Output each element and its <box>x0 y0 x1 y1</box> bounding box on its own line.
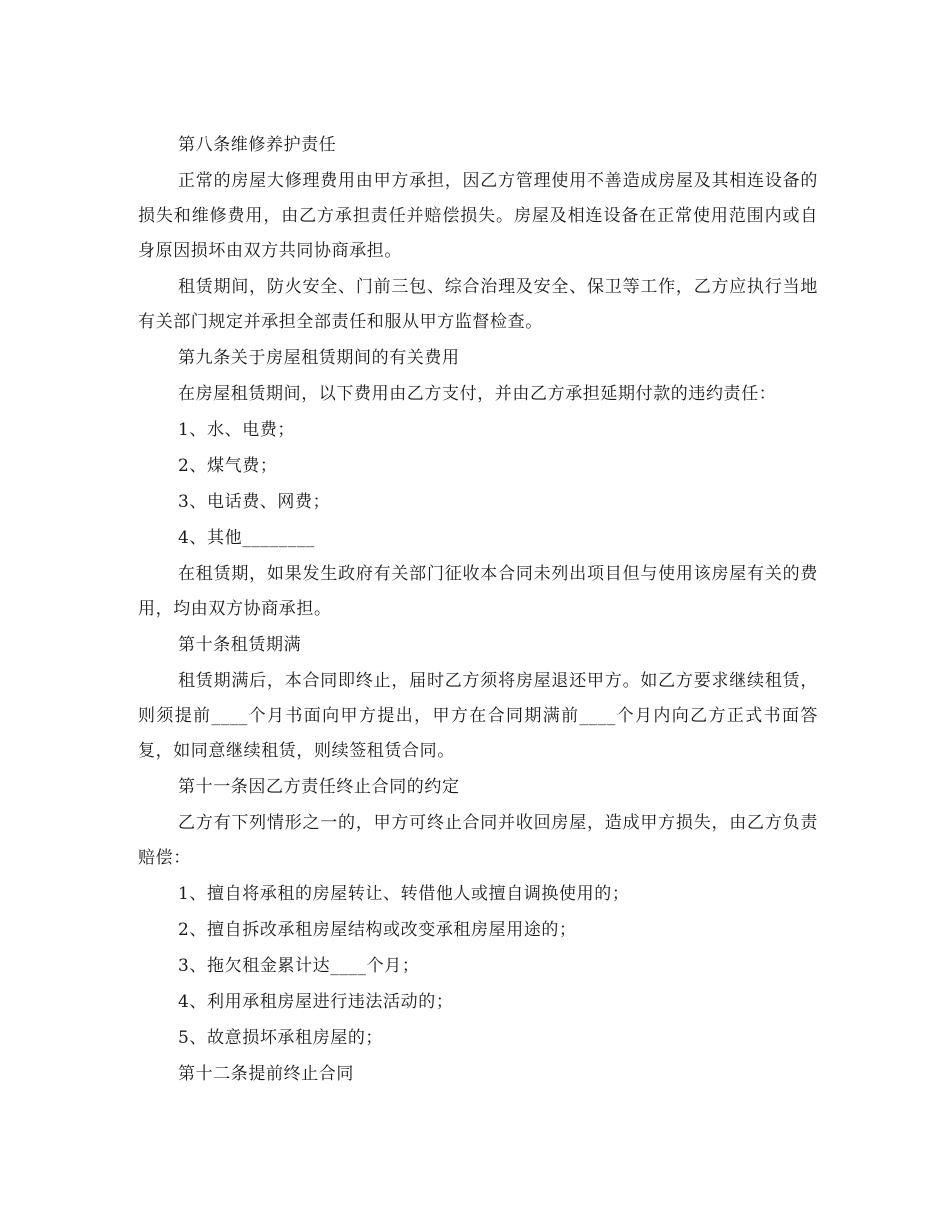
paragraph: 租赁期间，防火安全、门前三包、综合治理及安全、保卫等工作，乙方应执行当地有关部门规定并承担全部责任和服从甲方监督检查。 <box>138 277 818 332</box>
section-heading-12: 第十二条提前终止合同 <box>178 1064 354 1084</box>
paragraph: 正常的房屋大修理费用由甲方承担，因乙方管理使用不善造成房屋及其相连设备的损失和维修费用，由乙方承担责任并赔偿损失。房屋及相连设备在正常使用范围内或自身原因损坏由双方共同协商承担。 <box>138 171 818 261</box>
section-heading-11: 第十一条因乙方责任终止合同的约定 <box>178 777 460 797</box>
paragraph: 乙方有下列情形之一的，甲方可终止合同并收回房屋，造成甲方损失，由乙方负责赔偿： <box>138 813 818 868</box>
section-heading-9: 第九条关于房屋租赁期间的有关费用 <box>178 348 460 368</box>
section-heading-10: 第十条租赁期满 <box>178 635 302 655</box>
list-item: 2、擅自拆改承租房屋结构或改变承租房屋用途的； <box>178 920 577 940</box>
list-item: 4、利用承租房屋进行违法活动的； <box>178 992 454 1012</box>
list-item: 5、故意损坏承租房屋的； <box>178 1028 384 1048</box>
list-item: 3、电话费、网费； <box>178 492 331 512</box>
list-item: 2、煤气费； <box>178 456 278 476</box>
list-item: 1、水、电费； <box>178 420 296 440</box>
paragraph: 在房屋租赁期间，以下费用由乙方支付，并由乙方承担延期付款的违约责任： <box>178 384 777 404</box>
section-heading-8: 第八条维修养护责任 <box>178 135 337 155</box>
document-body <box>138 128 818 1093</box>
paragraph: 租赁期满后，本合同即终止，届时乙方须将房屋退还甲方。如乙方要求继续租赁，则须提前____个月书面向甲方提出，甲方在合同期满前____个月内向乙方正式书面答复，如同意继续租赁，则续签租赁合同。 <box>138 671 818 761</box>
list-item: 4、其他________ <box>178 528 316 548</box>
list-item: 1、擅自将承租的房屋转让、转借他人或擅自调换使用的； <box>178 884 630 904</box>
list-item: 3、拖欠租金累计达____个月； <box>178 956 420 976</box>
paragraph: 在租赁期，如果发生政府有关部门征收本合同未列出项目但与使用该房屋有关的费用，均由双方协商承担。 <box>138 564 818 619</box>
